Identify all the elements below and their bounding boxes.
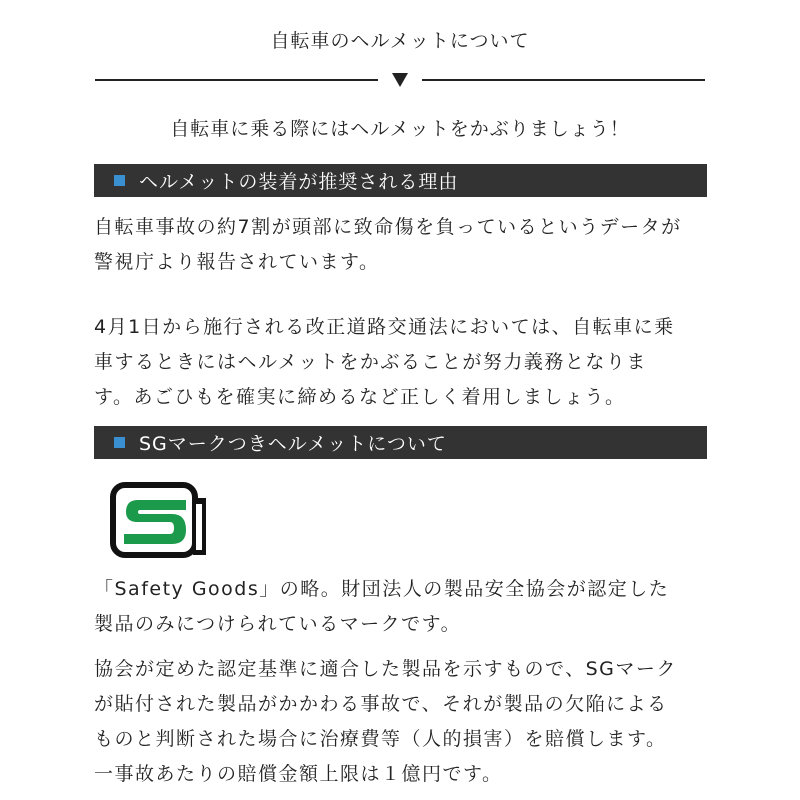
paragraph-traffic-law: 4月1日から施行される改正道路交通法においては、自転車に乗 車するときにはヘルメットをかぶることが努力義務となりま す。あごひもを確実に締めるなど正しく着用しましょう。 — [94, 316, 675, 408]
title-divider — [95, 70, 705, 90]
section-heading-sg-mark — [94, 426, 707, 459]
paragraph-sg-definition: 「Safety Goods」の略。財団法人の製品安全協会が認定した 製品のみにつけられているマークです。 — [94, 578, 670, 635]
square-marker-icon — [114, 437, 125, 448]
section-heading-label: SGマークつきヘルメットについて — [139, 433, 447, 455]
lead-text: 自転車に乗る際にはヘルメットをかぶりましょう！ — [170, 118, 630, 140]
paragraph-accident-data: 自転車事故の約7割が頭部に致命傷を負っているというデータが 警視庁より報告されています。 — [94, 216, 682, 273]
page-title: 自転車のヘルメットについて — [270, 30, 530, 52]
divider-line-left — [95, 79, 378, 81]
triangle-down-icon — [392, 73, 408, 87]
section-heading-reason — [94, 164, 707, 197]
section-heading-label: ヘルメットの装着が推奨される理由 — [139, 171, 459, 193]
sg-mark-logo — [110, 482, 210, 558]
divider-line-right — [422, 79, 705, 81]
square-marker-icon — [114, 175, 125, 186]
paragraph-sg-compensation: 協会が定めた認定基準に適合した製品を示すもので、SGマーク が貼付された製品がかかわる事故で、それが製品の欠陥による ものと判断された場合に治療費等（人的損害）を賠償します。 一事故あたりの賠償金額上限は１億円です。 — [94, 658, 677, 785]
